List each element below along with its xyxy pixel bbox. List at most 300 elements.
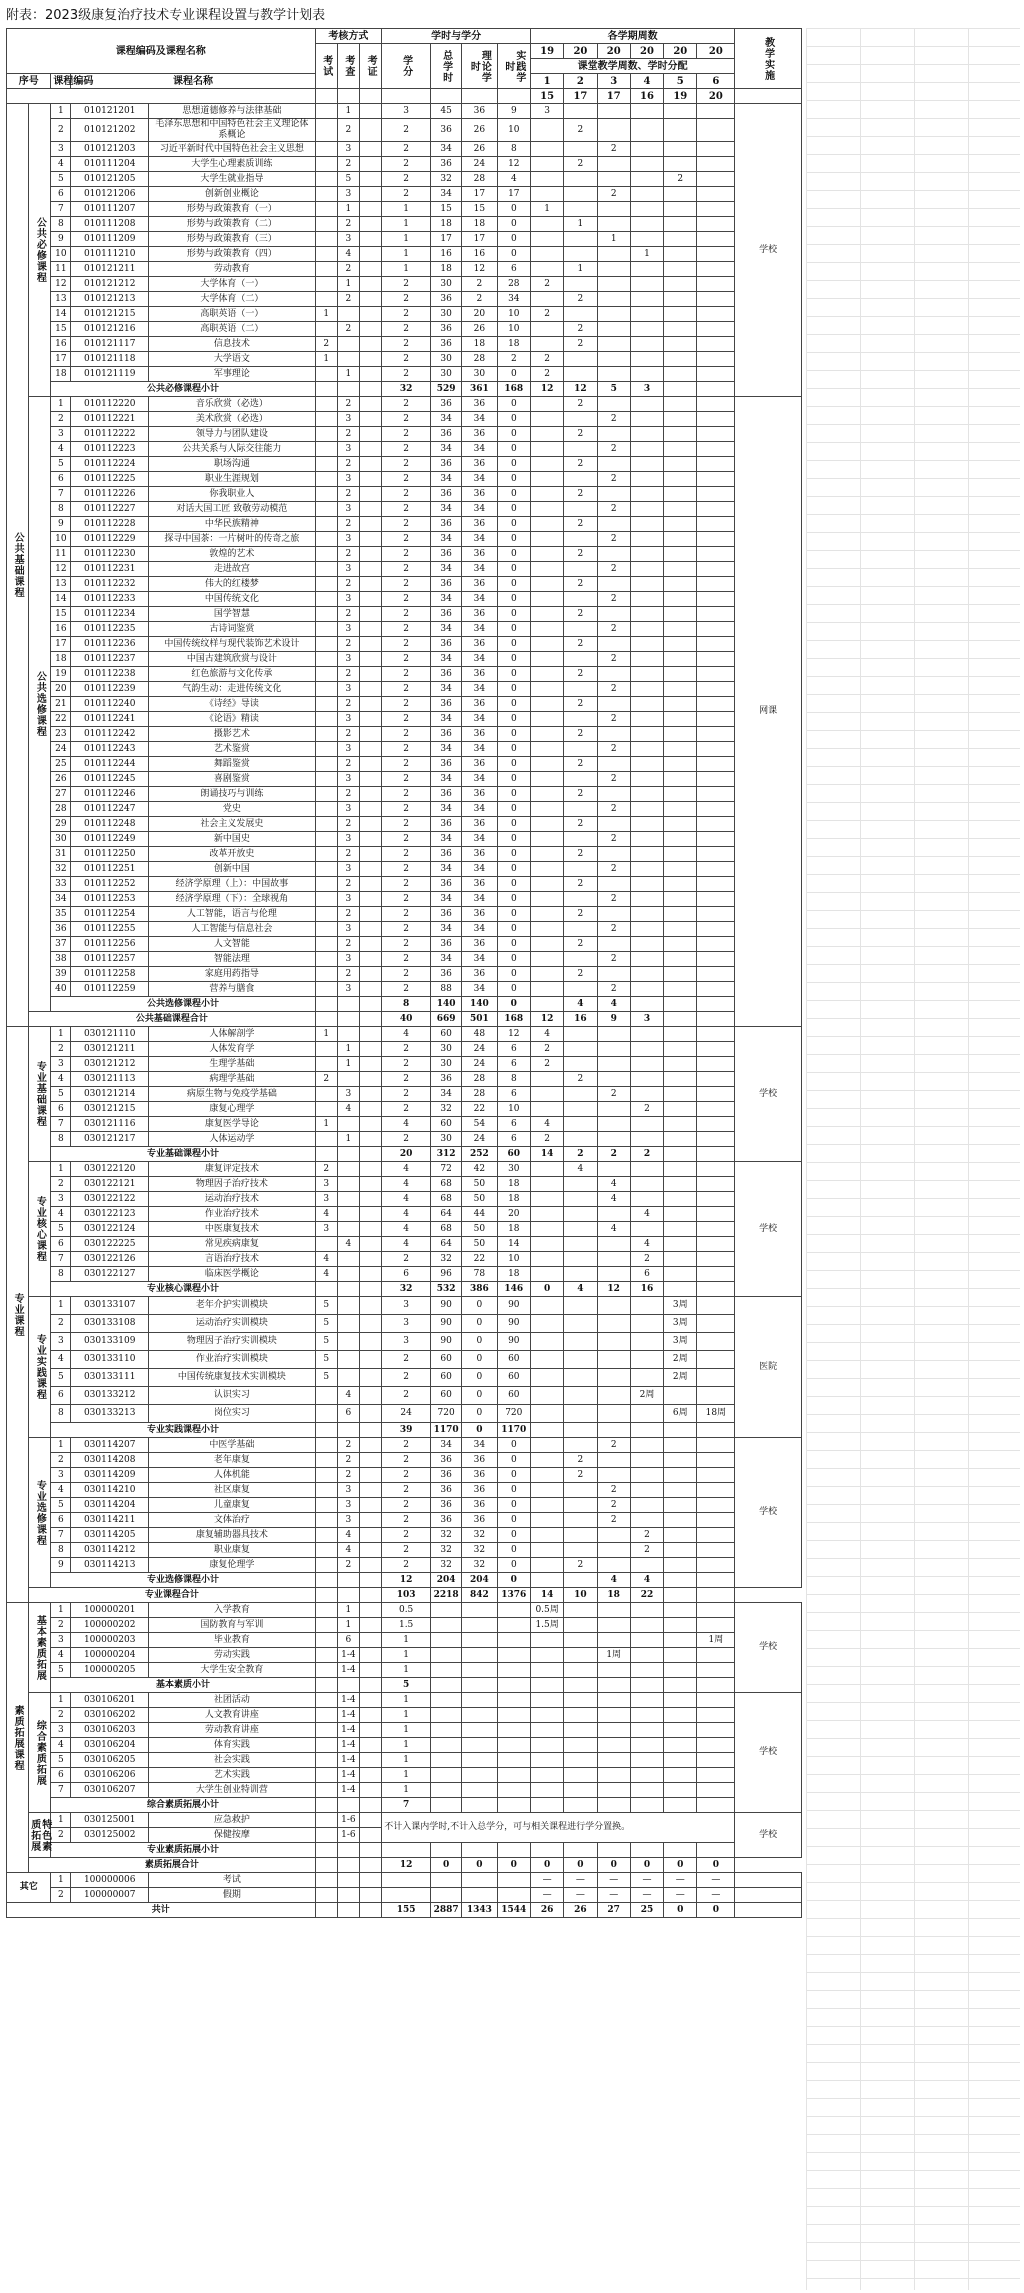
table-row: [7, 697, 802, 712]
table-cell: [497, 1888, 530, 1903]
table-cell: 010112250: [71, 847, 149, 862]
table-cell: [564, 1798, 597, 1813]
table-cell: [564, 1042, 597, 1057]
table-cell: [697, 607, 735, 622]
table-cell: [315, 982, 337, 997]
table-cell: [630, 1117, 663, 1132]
table-cell: [360, 367, 382, 382]
table-cell: 17: [51, 352, 71, 367]
table-cell: 5: [315, 1297, 337, 1315]
table-cell: [360, 262, 382, 277]
table-cell: 保健按摩: [149, 1828, 316, 1843]
table-cell: 0: [497, 817, 530, 832]
table-cell: 2: [564, 577, 597, 592]
table-cell: [630, 1192, 663, 1207]
table-cell: [315, 277, 337, 292]
table-cell: [697, 787, 735, 802]
table-cell: 0: [497, 802, 530, 817]
table-row: [7, 352, 802, 367]
table-row: [7, 172, 802, 187]
table-cell: 2: [337, 517, 359, 532]
table-cell: 营养与膳食: [149, 982, 316, 997]
table-cell: 36: [431, 577, 462, 592]
table-cell: 运动治疗实训模块: [149, 1315, 316, 1333]
table-cell: [664, 1438, 697, 1453]
table-cell: 2: [597, 802, 630, 817]
table-row: [7, 1693, 802, 1708]
table-row: [7, 322, 802, 337]
table-cell: 90: [497, 1297, 530, 1315]
table-cell: [664, 592, 697, 607]
table-cell: 4: [51, 1351, 71, 1369]
table-cell: 2: [337, 787, 359, 802]
table-cell: 36: [462, 787, 498, 802]
table-cell: 50: [462, 1237, 498, 1252]
table-cell: [360, 1528, 382, 1543]
table-cell: 8: [51, 1543, 71, 1558]
table-cell: 010112239: [71, 682, 149, 697]
table-cell: 4: [597, 1192, 630, 1207]
table-cell: 1170: [431, 1423, 462, 1438]
table-cell: 2: [382, 1252, 431, 1267]
table-cell: [315, 1453, 337, 1468]
table-cell: 010112230: [71, 547, 149, 562]
table-cell: —: [664, 1888, 697, 1903]
table-cell: [462, 1678, 498, 1693]
table-cell: 11: [51, 547, 71, 562]
table-cell: 030106205: [71, 1753, 149, 1768]
table-cell: 90: [431, 1315, 462, 1333]
table-cell: 28: [462, 172, 498, 187]
table-cell: 030106204: [71, 1738, 149, 1753]
table-cell: 新中国史: [149, 832, 316, 847]
table-cell: [630, 1648, 663, 1663]
table-cell: [360, 1648, 382, 1663]
table-cell: 0: [462, 1315, 498, 1333]
table-cell: 0: [497, 232, 530, 247]
table-cell: 音乐欣赏（必选）: [149, 397, 316, 412]
table-cell: 28: [51, 802, 71, 817]
table-cell: [530, 802, 563, 817]
table-cell: [697, 1543, 735, 1558]
table-cell: 010121211: [71, 262, 149, 277]
table-cell: 0: [497, 517, 530, 532]
table-cell: 50: [462, 1222, 498, 1237]
table-cell: 2: [382, 352, 431, 367]
table-cell: 2: [382, 907, 431, 922]
table-cell: [664, 562, 697, 577]
table-cell: 2: [382, 1087, 431, 1102]
table-cell: 2: [564, 547, 597, 562]
table-cell: 010121119: [71, 367, 149, 382]
table-cell: [530, 1252, 563, 1267]
table-cell: 公共必修课程小计: [51, 382, 315, 397]
table-cell: 34: [462, 862, 498, 877]
table-cell: 010112243: [71, 742, 149, 757]
table-cell: [697, 157, 735, 172]
table-cell: [697, 1162, 735, 1177]
table-cell: 030106203: [71, 1723, 149, 1738]
table-cell: [530, 142, 563, 157]
table-cell: [337, 1573, 359, 1588]
table-cell: 朗诵技巧与训练: [149, 787, 316, 802]
table-cell: 36: [462, 397, 498, 412]
table-cell: 0: [497, 1573, 530, 1588]
table-cell: [360, 217, 382, 232]
table-cell: [597, 697, 630, 712]
table-cell: 28: [462, 1087, 498, 1102]
table-cell: 1-4: [337, 1723, 359, 1738]
table-cell: [315, 667, 337, 682]
table-cell: [597, 907, 630, 922]
table-cell: 20: [51, 682, 71, 697]
table-cell: [530, 607, 563, 622]
table-cell: 50: [462, 1177, 498, 1192]
table-row: [7, 907, 802, 922]
table-cell: 1170: [497, 1423, 530, 1438]
section-prof-elective: 专业选修课程: [29, 1438, 51, 1588]
table-cell: [564, 652, 597, 667]
table-cell: [697, 1498, 735, 1513]
table-cell: [530, 247, 563, 262]
table-cell: 010112255: [71, 922, 149, 937]
table-cell: [530, 1573, 563, 1588]
table-cell: 18: [431, 217, 462, 232]
table-row: [7, 742, 802, 757]
header-term: 1: [530, 74, 563, 89]
table-cell: 6: [497, 1117, 530, 1132]
table-cell: [697, 577, 735, 592]
table-cell: 27: [51, 787, 71, 802]
table-cell: [597, 1132, 630, 1147]
quality-special-note: 不计入课内学时,不计入总学分，可与相关课程进行学分置换。: [382, 1813, 735, 1843]
table-row: [7, 1528, 802, 1543]
table-cell: 030121116: [71, 1117, 149, 1132]
table-cell: [530, 547, 563, 562]
table-cell: 17: [462, 187, 498, 202]
table-cell: [664, 1177, 697, 1192]
table-cell: [630, 697, 663, 712]
table-cell: 36: [431, 877, 462, 892]
table-cell: 3: [337, 502, 359, 517]
table-cell: 高职英语（一）: [149, 307, 316, 322]
table-cell: 2: [382, 119, 431, 142]
table-cell: 1343: [462, 1903, 498, 1918]
table-cell: 32: [462, 1558, 498, 1573]
table-cell: 0: [497, 1498, 530, 1513]
table-row: [7, 247, 802, 262]
table-row: [7, 1513, 802, 1528]
table-cell: [630, 952, 663, 967]
table-cell: [462, 1783, 498, 1798]
table-cell: [431, 1648, 462, 1663]
table-cell: 030106207: [71, 1783, 149, 1798]
section-public-required: 公共必修课程: [29, 104, 51, 397]
table-cell: 36: [431, 1072, 462, 1087]
table-cell: [530, 1633, 563, 1648]
table-cell: 34: [462, 742, 498, 757]
table-cell: [564, 502, 597, 517]
table-cell: [360, 532, 382, 547]
table-cell: 36: [462, 877, 498, 892]
table-cell: [697, 1678, 735, 1693]
table-cell: 1: [51, 1873, 71, 1888]
table-cell: [337, 1072, 359, 1087]
table-cell: 36: [431, 847, 462, 862]
table-cell: 3: [337, 142, 359, 157]
table-cell: [530, 1768, 563, 1783]
table-cell: [315, 1873, 337, 1888]
table-cell: 4: [51, 1207, 71, 1222]
table-cell: [360, 487, 382, 502]
table-row: [7, 1468, 802, 1483]
table-cell: [337, 1117, 359, 1132]
table-cell: [664, 1162, 697, 1177]
table-cell: [597, 1237, 630, 1252]
table-cell: 030133212: [71, 1387, 149, 1405]
table-cell: [360, 712, 382, 727]
table-cell: 物理因子治疗实训模块: [149, 1333, 316, 1351]
table-cell: [597, 847, 630, 862]
table-cell: [697, 1753, 735, 1768]
table-cell: 4: [315, 1267, 337, 1282]
table-cell: [597, 877, 630, 892]
table-cell: [664, 1087, 697, 1102]
table-cell: [630, 1603, 663, 1618]
table-cell: [530, 1498, 563, 1513]
table-cell: 010121201: [71, 104, 149, 119]
table-cell: [597, 1369, 630, 1387]
subtotal-row: [7, 1423, 802, 1438]
table-cell: 36: [462, 757, 498, 772]
table-cell: 人体解剖学: [149, 1027, 316, 1042]
table-cell: 1: [337, 1132, 359, 1147]
table-row: [7, 1648, 802, 1663]
table-cell: 《诗经》导读: [149, 697, 316, 712]
table-cell: 社会实践: [149, 1753, 316, 1768]
table-cell: 创新创业概论: [149, 187, 316, 202]
table-cell: [664, 119, 697, 142]
table-cell: 常见疾病康复: [149, 1237, 316, 1252]
table-cell: [564, 1423, 597, 1438]
table-cell: [597, 1333, 630, 1351]
table-cell: 6: [337, 1405, 359, 1423]
table-cell: [337, 382, 359, 397]
table-cell: 2: [597, 502, 630, 517]
table-cell: 100000006: [71, 1873, 149, 1888]
table-cell: [664, 877, 697, 892]
table-cell: 78: [462, 1267, 498, 1282]
table-cell: 2: [382, 772, 431, 787]
table-cell: [315, 172, 337, 187]
table-cell: 030121211: [71, 1042, 149, 1057]
table-cell: 3: [337, 772, 359, 787]
table-cell: [337, 1333, 359, 1351]
table-cell: [697, 682, 735, 697]
table-cell: [697, 667, 735, 682]
teaching-cell: 医院: [735, 1297, 802, 1438]
table-cell: 0: [462, 1387, 498, 1405]
table-cell: [530, 1333, 563, 1351]
table-row: [7, 412, 802, 427]
table-cell: 作业治疗技术: [149, 1207, 316, 1222]
table-cell: 信息技术: [149, 337, 316, 352]
table-cell: 34: [462, 622, 498, 637]
table-cell: [630, 457, 663, 472]
table-cell: 2: [382, 742, 431, 757]
table-cell: 030114209: [71, 1468, 149, 1483]
table-cell: 100000201: [71, 1603, 149, 1618]
table-cell: 88: [431, 982, 462, 997]
table-cell: [630, 142, 663, 157]
table-cell: [315, 1693, 337, 1708]
table-cell: 7: [51, 202, 71, 217]
table-row: [7, 877, 802, 892]
table-cell: 25: [630, 1903, 663, 1918]
table-cell: 2: [630, 1102, 663, 1117]
table-cell: 2: [51, 1315, 71, 1333]
table-cell: [530, 472, 563, 487]
table-cell: [530, 997, 563, 1012]
table-cell: 1: [382, 1708, 431, 1723]
table-cell: 34: [462, 532, 498, 547]
table-cell: 3: [337, 442, 359, 457]
table-cell: [315, 1387, 337, 1405]
table-cell: 艺术实践: [149, 1768, 316, 1783]
table-cell: [315, 847, 337, 862]
table-cell: [360, 1783, 382, 1798]
table-cell: 0: [462, 1297, 498, 1315]
table-row: [7, 187, 802, 202]
table-cell: [497, 1738, 530, 1753]
table-cell: [337, 1012, 359, 1027]
table-cell: 2: [382, 1438, 431, 1453]
table-cell: [630, 1483, 663, 1498]
table-cell: [697, 1573, 735, 1588]
table-cell: [630, 1618, 663, 1633]
table-cell: [530, 1543, 563, 1558]
table-cell: —: [697, 1888, 735, 1903]
table-cell: 高职英语（二）: [149, 322, 316, 337]
table-cell: 10: [497, 1252, 530, 1267]
table-row: [7, 772, 802, 787]
table-cell: [564, 862, 597, 877]
table-cell: [530, 772, 563, 787]
table-cell: 2: [597, 772, 630, 787]
table-cell: 3: [337, 622, 359, 637]
table-cell: —: [530, 1888, 563, 1903]
table-cell: 42: [462, 1162, 498, 1177]
table-cell: [664, 682, 697, 697]
subtotal-row: [7, 1573, 802, 1588]
table-cell: [664, 1057, 697, 1072]
table-cell: 0: [497, 862, 530, 877]
table-cell: 010112227: [71, 502, 149, 517]
table-cell: [337, 997, 359, 1012]
table-cell: 26: [462, 142, 498, 157]
table-cell: 2: [315, 1162, 337, 1177]
table-cell: 2: [382, 877, 431, 892]
table-cell: [630, 367, 663, 382]
table-row: [7, 292, 802, 307]
table-cell: [630, 1405, 663, 1423]
table-cell: 0: [497, 652, 530, 667]
table-cell: 3: [530, 104, 563, 119]
table-cell: 0: [664, 1858, 697, 1873]
table-cell: [315, 247, 337, 262]
table-cell: 4: [382, 1117, 431, 1132]
table-cell: 2: [597, 1483, 630, 1498]
header-code: 课程编码: [51, 74, 71, 89]
table-cell: [697, 352, 735, 367]
table-cell: [315, 1813, 337, 1828]
table-cell: 0: [497, 427, 530, 442]
table-cell: [597, 1543, 630, 1558]
table-cell: [697, 952, 735, 967]
table-cell: 4: [382, 1192, 431, 1207]
table-cell: [664, 1798, 697, 1813]
table-cell: 1: [382, 202, 431, 217]
table-cell: 34: [431, 1087, 462, 1102]
table-cell: [697, 247, 735, 262]
table-cell: 0: [462, 1369, 498, 1387]
table-cell: 15: [51, 607, 71, 622]
table-cell: 34: [462, 802, 498, 817]
table-cell: [664, 997, 697, 1012]
table-row: [7, 1042, 802, 1057]
header-exam-mode: 考核方式: [315, 29, 382, 44]
table-cell: [664, 697, 697, 712]
table-cell: 18: [497, 1192, 530, 1207]
table-cell: 010112238: [71, 667, 149, 682]
table-cell: [360, 907, 382, 922]
table-cell: 2: [337, 119, 359, 142]
table-cell: [697, 862, 735, 877]
table-cell: [360, 1453, 382, 1468]
table-cell: [315, 547, 337, 562]
table-cell: 18: [51, 367, 71, 382]
table-cell: 0: [497, 952, 530, 967]
table-cell: [664, 742, 697, 757]
table-cell: [697, 1708, 735, 1723]
table-cell: [530, 1192, 563, 1207]
table-cell: 2周: [630, 1387, 663, 1405]
table-cell: 100000204: [71, 1648, 149, 1663]
table-cell: [360, 412, 382, 427]
table-cell: 1: [564, 262, 597, 277]
table-cell: 2: [564, 757, 597, 772]
table-cell: [564, 1543, 597, 1558]
table-cell: 2: [337, 877, 359, 892]
table-cell: [315, 1888, 337, 1903]
table-cell: [697, 1192, 735, 1207]
table-cell: [630, 712, 663, 727]
table-cell: 3: [51, 1633, 71, 1648]
table-row: [7, 487, 802, 502]
table-cell: 68: [431, 1192, 462, 1207]
table-cell: [360, 1708, 382, 1723]
table-cell: 28: [462, 1072, 498, 1087]
table-cell: [664, 1042, 697, 1057]
table-cell: [630, 472, 663, 487]
table-cell: [664, 922, 697, 937]
table-cell: [360, 802, 382, 817]
table-cell: [630, 802, 663, 817]
table-cell: 大学生安全教育: [149, 1663, 316, 1678]
table-cell: 2: [564, 967, 597, 982]
table-cell: 010112246: [71, 787, 149, 802]
table-cell: 1: [51, 1438, 71, 1453]
